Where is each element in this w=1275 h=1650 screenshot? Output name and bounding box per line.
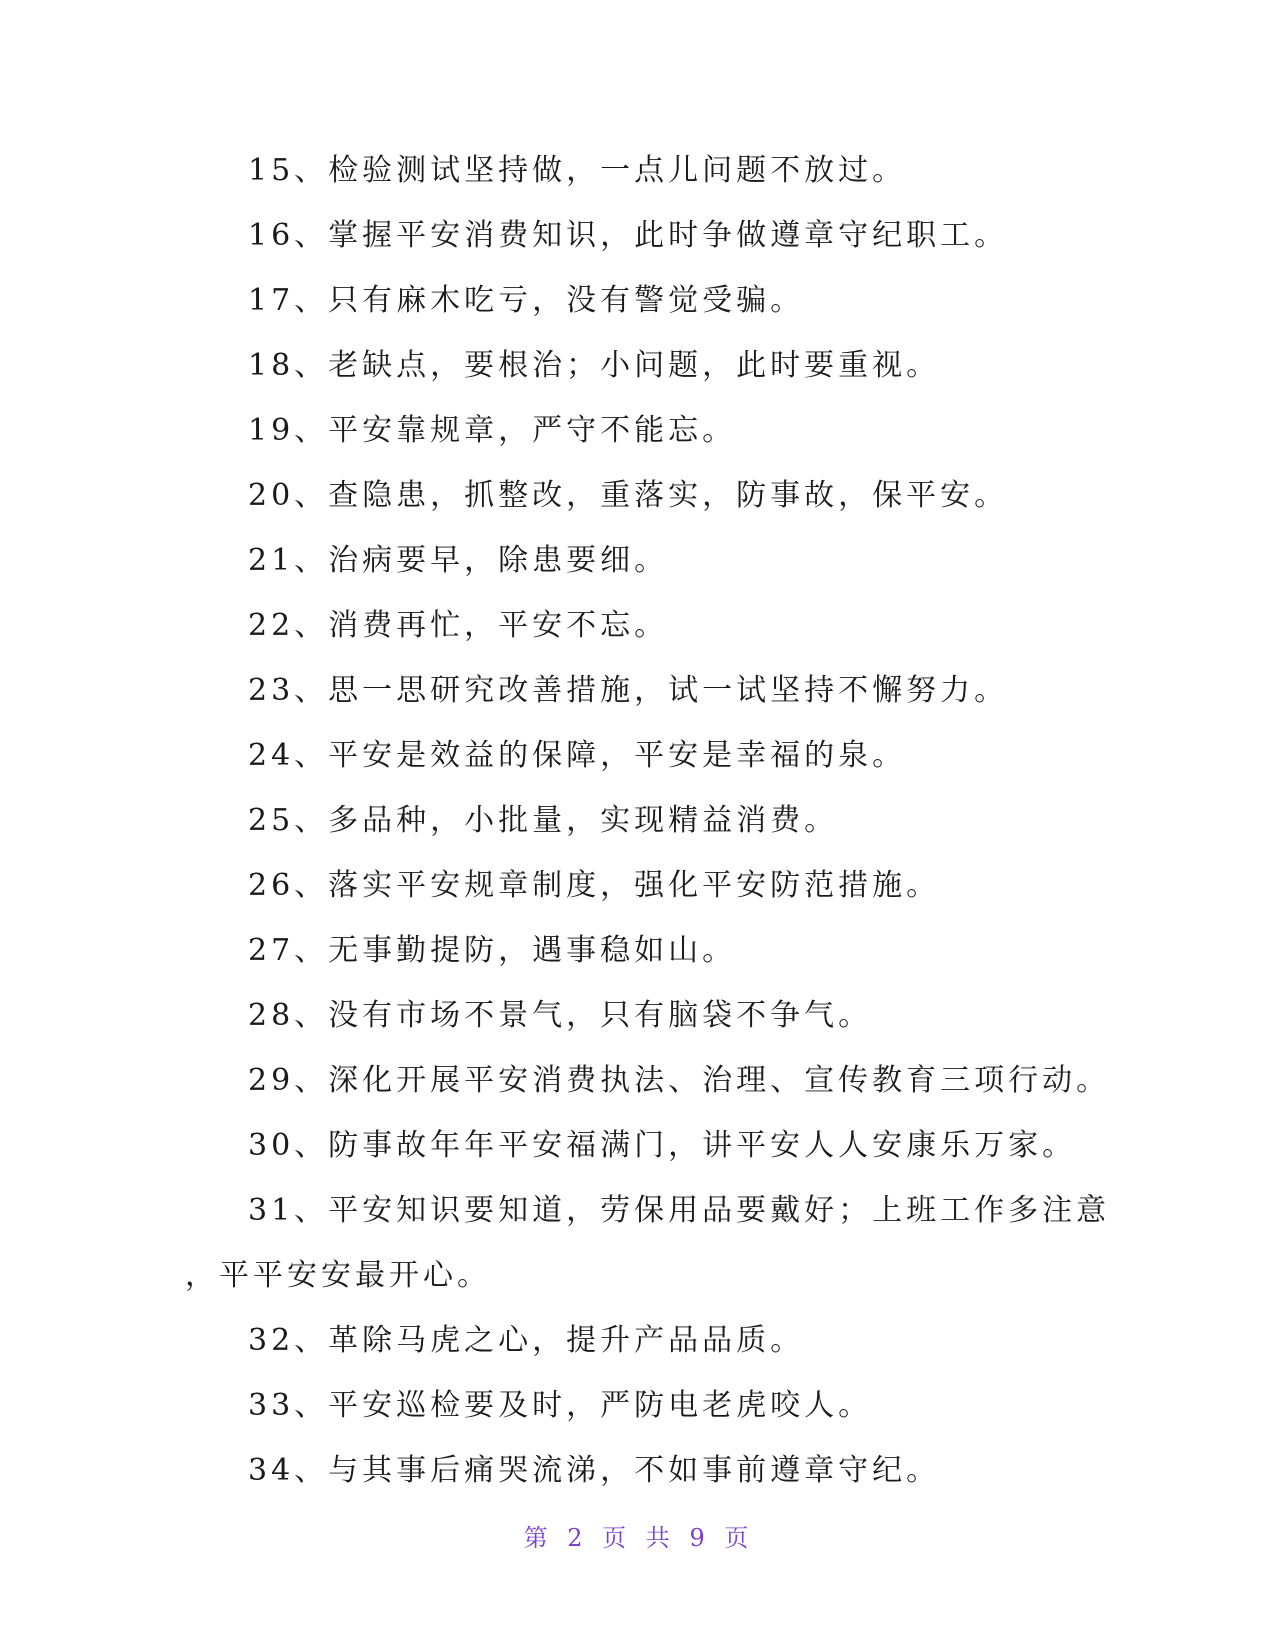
text-line: 31、平安知识要知道，劳保用品要戴好；上班工作多注意: [248, 1193, 1111, 1228]
text-line: 19、平安靠规章，严守不能忘。: [248, 413, 737, 448]
text-line: 29、深化开展平安消费执法、治理、宣传教育三项行动。: [248, 1063, 1111, 1098]
text-line: 20、查隐患，抓整改，重落实，防事故，保平安。: [248, 478, 1009, 513]
text-line: 32、革除马虎之心，提升产品品质。: [248, 1323, 805, 1358]
text-line: 34、与其事后痛哭流涕，不如事前遵章守纪。: [248, 1453, 941, 1488]
text-line: 28、没有市场不景气，只有脑袋不争气。: [248, 998, 873, 1033]
text-line: 26、落实平安规章制度，强化平安防范措施。: [248, 868, 941, 903]
text-line: 25、多品种，小批量，实现精益消费。: [248, 803, 839, 838]
text-line: 23、思一思研究改善措施，试一试坚持不懈努力。: [248, 673, 1009, 708]
text-line: 17、只有麻木吃亏，没有警觉受骗。: [248, 283, 805, 318]
text-line: 24、平安是效益的保障，平安是幸福的泉。: [248, 738, 907, 773]
text-line: 27、无事勤提防，遇事稳如山。: [248, 933, 737, 968]
text-line: ，平平安安最开心。: [185, 1258, 491, 1293]
text-line: 30、防事故年年平安福满门，讲平安人人安康乐万家。: [248, 1128, 1077, 1163]
page-number-footer: 第 2 页 共 9 页: [523, 1524, 752, 1552]
text-line: 18、老缺点，要根治；小问题，此时要重视。: [248, 348, 941, 383]
text-line: 33、平安巡检要及时，严防电老虎咬人。: [248, 1388, 873, 1423]
text-line: 21、治病要早，除患要细。: [248, 543, 669, 578]
document-body: [185, 138, 1111, 1503]
text-line: 22、消费再忙，平安不忘。: [248, 608, 669, 643]
text-line: 15、检验测试坚持做，一点儿问题不放过。: [248, 153, 907, 188]
text-line: 16、掌握平安消费知识，此时争做遵章守纪职工。: [248, 218, 1009, 253]
